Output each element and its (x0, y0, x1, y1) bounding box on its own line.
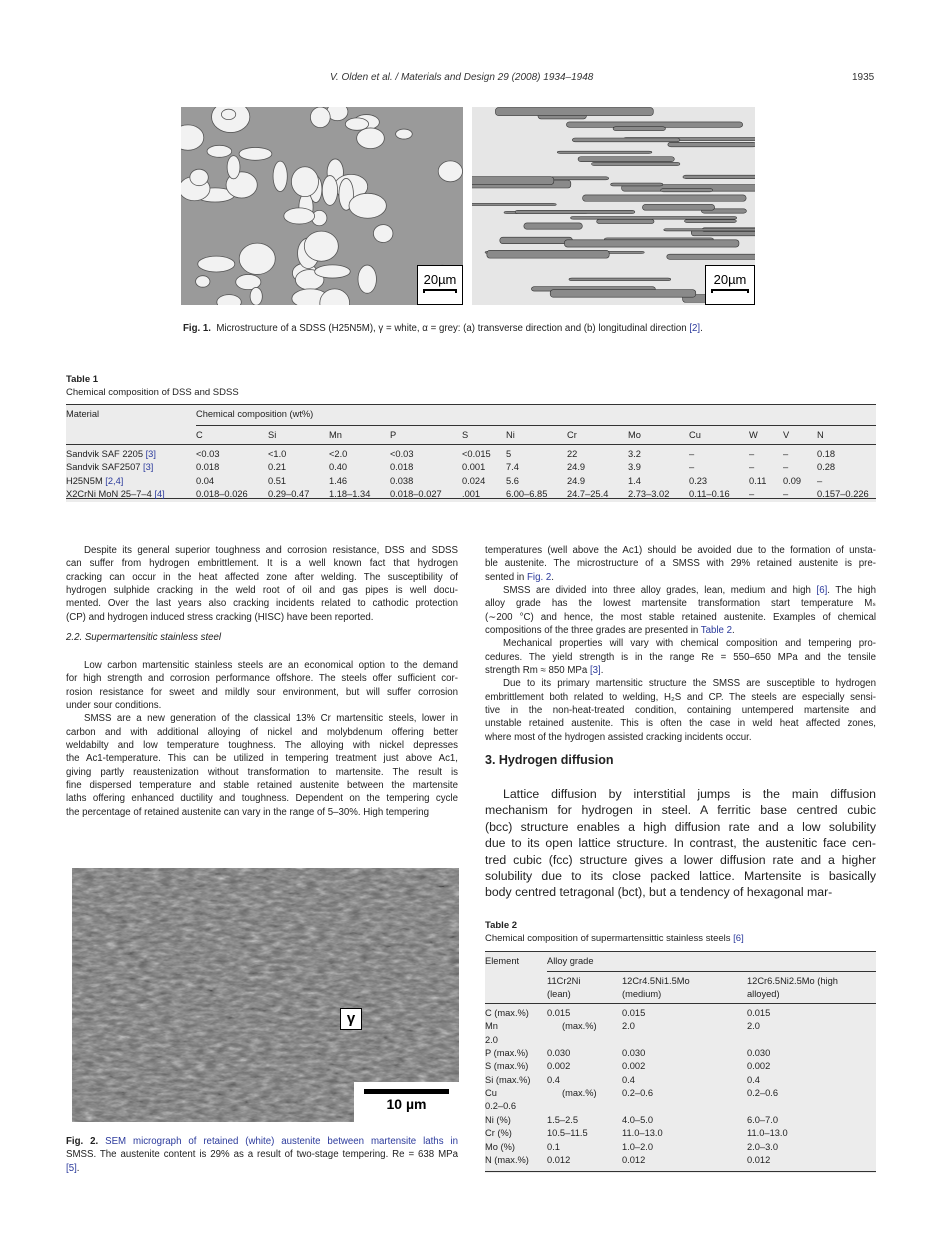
ferrite-band (642, 204, 714, 210)
table-2-title (485, 933, 744, 944)
column-header: P (390, 430, 397, 440)
table-cell: 0.18 (817, 449, 836, 459)
table-cell: 1.4 (628, 475, 641, 486)
table-cell: – (817, 475, 823, 486)
table-rule (485, 951, 876, 952)
table-cell: 6.0–7.0 (747, 1114, 779, 1125)
austenite-grain (239, 147, 272, 160)
table-2-label: Table 2 (485, 920, 518, 931)
table-cell: 0.04 (196, 475, 215, 486)
text-line: fine dispersed temperature and stable retained austenite between the martensite (66, 780, 458, 792)
austenite-grain (396, 129, 413, 139)
table-cell: 0.018 (196, 462, 220, 473)
text-line (485, 624, 876, 637)
ferrite-band (495, 108, 653, 116)
column-header: Cu (689, 430, 701, 440)
austenite-grain (181, 125, 204, 150)
table-rule (485, 1003, 876, 1004)
ferrite-band (524, 223, 582, 229)
text-line: the Ac1-temperature. This can be utilized in tempering treatment just above Ac1, (66, 753, 458, 765)
text-line: Low carbon martensitic stainless steels are an economical option to the demand (84, 660, 458, 671)
table-cell: 0.030 (547, 1048, 571, 1059)
table-1-label: Table 1 (66, 374, 99, 385)
column-header: N (817, 430, 824, 440)
text-line: can suffer from hydrogen embrittlement. It is a well known fact that hydrogen (66, 558, 458, 570)
table-row-material (66, 476, 123, 486)
gamma-label: γ (340, 1008, 362, 1030)
ferrite-band (569, 278, 671, 281)
austenite-grain (357, 128, 385, 149)
text-line: Due to its primary martensitic structure the SMSS are susceptible to hydrogen (503, 678, 876, 690)
text-line: mented. Over the last years also cracking incidents related to cathodic protection (66, 598, 458, 610)
austenite-grain (284, 208, 315, 224)
subsection-heading: 2.2. Supermartensitic stainless steel (66, 632, 222, 643)
austenite-grain (291, 167, 318, 197)
scale-label: 10 µm (386, 1096, 427, 1112)
table-cell: 2.0 (622, 1021, 635, 1032)
text-line: SMSS. The austenite content is 29% as a result of two-stage tempering. Re = 638 MPa (66, 1149, 458, 1161)
scale-bar-a (417, 265, 463, 305)
ferrite-band (472, 203, 556, 205)
caption-text: Microstructure of a SDSS (H25N5M), γ = white, α = grey: (a) transverse direction and (b) longitudinal direction (216, 323, 690, 334)
caption-label: Fig. 1. (183, 323, 211, 334)
table-cell: 0.018–0.027 (390, 488, 442, 499)
table-rule (485, 1171, 876, 1172)
table-cell: 11.0–13.0 (747, 1128, 788, 1139)
ferrite-band (571, 217, 737, 220)
column-header: 12Cr6.5Ni2.5Mo (high (747, 976, 838, 986)
material-name: Sandvik SAF2507 (66, 462, 144, 473)
table-cell: 0.012 (622, 1154, 646, 1165)
section-heading: 3. Hydrogen diffusion (485, 753, 614, 767)
column-header: W (749, 430, 758, 440)
text-line: due to its open lattice structure. In contrast, the austenitic face cen- (485, 836, 876, 851)
citation-link[interactable]: [6] (733, 933, 744, 944)
text-line: tive in the non-heat-treated condition, containing untempered martensite and (485, 705, 876, 717)
ferrite-band (550, 290, 696, 298)
table-cell: 0.024 (462, 475, 486, 486)
row-label: 2.0 (485, 1034, 498, 1045)
row-label: S (max.%) (485, 1061, 529, 1072)
table-cell: 24.9 (567, 475, 586, 486)
table-rule (196, 425, 876, 426)
austenite-grain (315, 265, 351, 278)
material-name: Sandvik SAF 2205 (66, 449, 146, 459)
table-cell: 0.018 (390, 462, 414, 473)
inline-link[interactable]: Table 2 (700, 625, 733, 637)
text-line: cedures. The yield strength is in the range Re = 550–650 MPa and the tensile (485, 651, 876, 663)
left-column-text-2 (66, 659, 458, 819)
inline-link[interactable]: [5] (66, 1162, 77, 1174)
citation-link[interactable]: [3] (145, 449, 156, 459)
austenite-grain (322, 176, 337, 206)
text-line (485, 584, 876, 597)
column-header: C (196, 430, 203, 440)
column-header: 11Cr2Ni (547, 976, 581, 986)
text-line: the percentage of retained austenite can vary in the range of 5–30%. High tempering (66, 806, 429, 818)
austenite-grain (217, 295, 241, 305)
table-cell: 0.002 (747, 1061, 771, 1072)
ferrite-band (592, 162, 680, 165)
section-3-text (485, 786, 876, 901)
figure-1-caption (183, 322, 703, 335)
table-cell: 1.46 (329, 475, 348, 486)
table-cell: – (783, 449, 789, 459)
table-cell: 5 (506, 449, 512, 459)
table-cell: – (689, 462, 695, 473)
material-name: X2CrNi MoN 25–7–4 (66, 488, 155, 499)
table-1 (66, 404, 876, 502)
table-cell: 0.015 (547, 1008, 571, 1018)
text-line: weldabilty and low temperature toughness. The alloying with nickel depresses (66, 740, 458, 752)
text-line: solubility due to its close packed lattice. Martensite is basically (485, 868, 876, 883)
table-2 (485, 951, 876, 1173)
text-line: (∼200 °C) and hence, the most stable retained austenite. Examples of chemical (485, 611, 876, 623)
austenite-grain (196, 276, 210, 288)
column-header: alloyed) (747, 989, 780, 999)
row-label: Si (max.%) (485, 1074, 531, 1085)
ferrite-band (515, 210, 635, 213)
austenite-grain (239, 243, 275, 274)
austenite-grain (190, 169, 208, 186)
table-cell: <1.0 (268, 449, 287, 459)
row-label: Cu (485, 1088, 497, 1099)
text-line: Despite its general superior toughness and corrosion resistance, DSS and SDSS (84, 545, 458, 556)
ferrite-band (572, 138, 680, 142)
table-cell: 24.9 (567, 462, 586, 473)
citation-link[interactable]: [2,4] (105, 475, 124, 486)
text-line: unstable retained austenite. This is often the case in weld heat affected zones, (485, 718, 876, 730)
text-segment: . (551, 571, 554, 583)
text-line: giving partly reaustenization without transformation to martensite. The result is (66, 766, 458, 778)
table-cell: 0.2–0.6 (622, 1088, 654, 1099)
austenite-grain (320, 289, 350, 305)
figure-1b-micrograph (472, 107, 755, 305)
table-cell: 7.4 (506, 462, 519, 473)
table-cell: 1.5–2.5 (547, 1114, 579, 1125)
column-header: Mo (628, 430, 641, 440)
table-cell: 0.015 (622, 1008, 646, 1018)
austenite-grain (250, 287, 262, 305)
ferrite-band (613, 127, 665, 131)
text-line: under sour conditions. (66, 700, 162, 712)
text-segment: sented in (485, 571, 528, 583)
table-cell: – (783, 462, 789, 473)
citation-link[interactable]: [2] (689, 323, 701, 334)
table-cell: 0.09 (783, 475, 802, 486)
text-line: cracking can occur in the heat affected zone after welding. The susceptibility of (66, 571, 458, 583)
page-number: 1935 (852, 72, 875, 83)
text-line: where most of the hydrogen assisted cracking incidents occur. (485, 731, 752, 743)
ferrite-band (500, 237, 573, 243)
table-cell: 0.030 (747, 1048, 771, 1059)
scale-label: 20µm (713, 272, 747, 287)
text-segment: . (76, 1162, 80, 1174)
ferrite-band (557, 151, 652, 153)
table-cell: 0.002 (547, 1061, 571, 1072)
table-cell: 24.7–25.4 (567, 488, 609, 499)
table-rule (547, 971, 876, 972)
table-cell: 0.030 (622, 1048, 646, 1059)
inline-link[interactable]: Fig. 2 (527, 571, 552, 583)
text-line (66, 1162, 458, 1175)
figure-2-micrograph (72, 868, 459, 1122)
table-cell: – (749, 462, 755, 473)
scale-bar-fig2 (354, 1082, 459, 1122)
column-header: Material (66, 409, 100, 419)
text-line: for high strength and corrosion performance offshore. The steels offer sufficient cor- (66, 673, 458, 685)
table-row-material (66, 449, 156, 459)
table-cell: .001 (462, 488, 481, 499)
row-label: Ni (%) (485, 1114, 511, 1125)
column-header: Ni (506, 430, 515, 440)
table-cell: 0.012 (747, 1154, 771, 1165)
table-cell: 2.0 (747, 1021, 760, 1032)
text-line: (CP) and hydrogen induced stress cracking (HISC) have been reported. (66, 611, 374, 623)
table-cell: – (749, 449, 755, 459)
text-line: (bcc) structure enables a high diffusion rate and a low solubility (485, 819, 876, 834)
table-cell: 3.2 (628, 449, 641, 459)
table-cell: <0.03 (390, 449, 414, 459)
ferrite-band (564, 240, 739, 247)
table-1-title: Chemical composition of DSS and SDSS (66, 387, 239, 398)
column-header: (lean) (547, 989, 571, 999)
text-segment: . (732, 625, 735, 637)
text-line (66, 1135, 458, 1148)
text-line: temperatures (well above the Ac1) should be avoided due to the formation of unsta- (485, 545, 876, 556)
table-cell: (max.%) (562, 1088, 597, 1099)
table-row-material (66, 489, 165, 499)
column-header: Element (485, 956, 520, 966)
column-header: Alloy grade (547, 956, 594, 966)
table-cell: <0.015 (462, 449, 491, 459)
table-cell: 3.9 (628, 462, 641, 473)
ferrite-band (684, 220, 736, 223)
table-cell: 10.5–11.5 (547, 1128, 588, 1139)
ferrite-band (578, 157, 674, 162)
column-header: Mn (329, 430, 342, 440)
austenite-grain (227, 156, 240, 179)
right-column-text (485, 544, 876, 744)
inline-link[interactable]: SEM micrograph of retained (white) austenite between martensite laths in (98, 1136, 458, 1147)
text-line: laths offering enhanced ductility and toughness. Dependent on the tempering cycle (66, 793, 458, 805)
austenite-grain (207, 145, 232, 157)
text-segment: . (600, 665, 604, 677)
table-cell: – (749, 488, 755, 499)
row-label: 0.2–0.6 (485, 1101, 517, 1112)
ferrite-band (472, 177, 554, 185)
row-label: Mn (485, 1021, 498, 1032)
austenite-grain (373, 225, 393, 243)
ferrite-band (487, 250, 609, 258)
citation-link[interactable]: [4] (154, 488, 165, 499)
table-cell: <0.03 (196, 449, 220, 459)
table-cell: 5.6 (506, 475, 519, 486)
table-cell: <2.0 (329, 449, 348, 459)
text-line: rosion resistance for sweet and mildly sour environment, but will suffer corrosion (66, 686, 458, 698)
table-cell: 0.21 (268, 462, 287, 473)
table-cell: (max.%) (562, 1021, 597, 1032)
ferrite-band (667, 254, 755, 259)
figure-2-caption (66, 1135, 458, 1175)
text-segment: SMSS are divided into three alloy grades, lean, medium and high (503, 585, 817, 597)
table-cell: 0.29–0.47 (268, 488, 310, 499)
table-cell: 1.18–1.34 (329, 488, 371, 499)
text-line (485, 664, 876, 677)
text-line (485, 571, 876, 584)
inline-link[interactable]: [6] (816, 585, 828, 597)
austenite-grain (273, 161, 287, 191)
table-cell: 0.40 (329, 462, 348, 473)
table-cell: 0.4 (747, 1074, 760, 1085)
table-cell: 0.28 (817, 462, 836, 473)
text-line: tred cubic (fcc) structure gives a lower diffusion rate and a higher (485, 852, 876, 867)
row-label: C (max.%) (485, 1008, 529, 1018)
austenite-grain (349, 193, 386, 218)
table-cell: 0.157–0.226 (817, 488, 869, 499)
table-cell: 0.002 (622, 1061, 646, 1072)
scale-bar-b (705, 265, 755, 305)
column-header: V (783, 430, 790, 440)
austenite-grain (358, 265, 376, 293)
text-line: Mechanical properties will vary with chemical composition and tempering pro- (503, 638, 876, 650)
table-cell: 0.23 (689, 475, 708, 486)
row-label: Cr (%) (485, 1128, 512, 1139)
material-name: H25N5M (66, 475, 106, 486)
table-rule (66, 404, 876, 405)
column-header: Si (268, 430, 277, 440)
column-header: Cr (567, 430, 577, 440)
column-header: Chemical composition (wt%) (196, 409, 314, 419)
table-cell: 2.0–3.0 (747, 1141, 779, 1152)
left-column-text (66, 544, 458, 624)
table-cell: 22 (567, 449, 578, 459)
row-label: N (max.%) (485, 1154, 529, 1165)
table-cell: 0.015 (747, 1008, 771, 1018)
caption-end: . (700, 323, 703, 334)
text-line: carbon and with additional alloying of nickel and molybdenum offering better (66, 726, 458, 738)
table-cell: 4.0–5.0 (622, 1114, 654, 1125)
citation-link[interactable]: [3] (143, 462, 154, 473)
table-cell: 0.018–0.026 (196, 488, 248, 499)
running-title: V. Olden et al. / Materials and Design 29 (2008) 1934–1948 (330, 72, 594, 83)
text-segment: strength Rm ≈ 850 MPa (485, 665, 590, 677)
table-cell: 0.11–0.16 (689, 488, 730, 499)
scale-label: 20µm (423, 272, 457, 287)
column-header: S (462, 430, 469, 440)
inline-link[interactable]: [3] (589, 665, 601, 677)
ferrite-band (683, 175, 755, 178)
row-label: Mo (%) (485, 1141, 515, 1152)
ferrite-band (661, 189, 713, 192)
table-rule (66, 444, 876, 445)
austenite-grain (438, 161, 462, 182)
text-line: Lattice diffusion by interstitial jumps is the main diffusion (503, 787, 876, 801)
table-cell: 2.73–3.02 (628, 488, 670, 499)
table-cell: 11.0–13.0 (622, 1128, 663, 1139)
text-line: ble austenite. The microstructure of a SMSS with 29% retained austenite is pre- (485, 558, 876, 570)
table-cell: 0.001 (462, 462, 486, 473)
text-line: alloy grade has the lowest martensite transformation start temperature Mₛ (485, 598, 876, 610)
column-header: 12Cr4.5Ni1.5Mo (622, 976, 690, 986)
table-cell: 0.2–0.6 (747, 1088, 779, 1099)
table-cell: 6.00–6.85 (506, 488, 548, 499)
text-segment: compositions of the three grades are presented in (485, 625, 701, 637)
figure-1a-micrograph (181, 107, 463, 305)
text-line: mechanism for hydrogen in steel. A ferritic base centred cubic (485, 803, 876, 818)
table-cell: 0.51 (268, 475, 287, 486)
austenite-grain (345, 118, 368, 130)
text-line: SMSS are a new generation of the classical 13% Cr martensitic steels, lower in (84, 713, 458, 725)
text-line: embrittlement both related to welding, H₂S and CP. The steels are especially sensi- (485, 691, 876, 703)
table-cell: 0.1 (547, 1141, 560, 1152)
table-cell: 1.0–2.0 (622, 1141, 654, 1152)
text-segment: . The high (827, 585, 876, 597)
column-header: (medium) (622, 989, 662, 999)
ferrite-band (664, 229, 755, 231)
text-line: body centred tetragonal (bct), but a tendency of hexagonal mar- (485, 885, 833, 900)
austenite-grain (198, 256, 235, 272)
table-cell: 0.012 (547, 1154, 571, 1165)
caption-label: Fig. 2. (66, 1136, 99, 1147)
table-cell: 0.4 (547, 1074, 560, 1085)
table-cell: – (689, 449, 695, 459)
austenite-grain (304, 231, 338, 261)
austenite-grain (310, 107, 330, 128)
table-row-material (66, 462, 153, 472)
austenite-grain (221, 109, 235, 119)
ferrite-band (611, 183, 663, 186)
text-line: hydrogen sulphide cracking in the weld root of oil and gas pipes is well docu- (66, 585, 458, 597)
title-text: Chemical composition of supermartensittic stainless steels (485, 933, 734, 944)
table-cell: 0.11 (749, 475, 767, 486)
ferrite-band (583, 195, 747, 201)
row-label: P (max.%) (485, 1048, 529, 1059)
ferrite-band (668, 142, 755, 147)
table-cell: 0.4 (622, 1074, 635, 1085)
ferrite-band (597, 219, 654, 223)
table-cell: – (783, 488, 789, 499)
table-cell: 0.038 (390, 475, 414, 486)
